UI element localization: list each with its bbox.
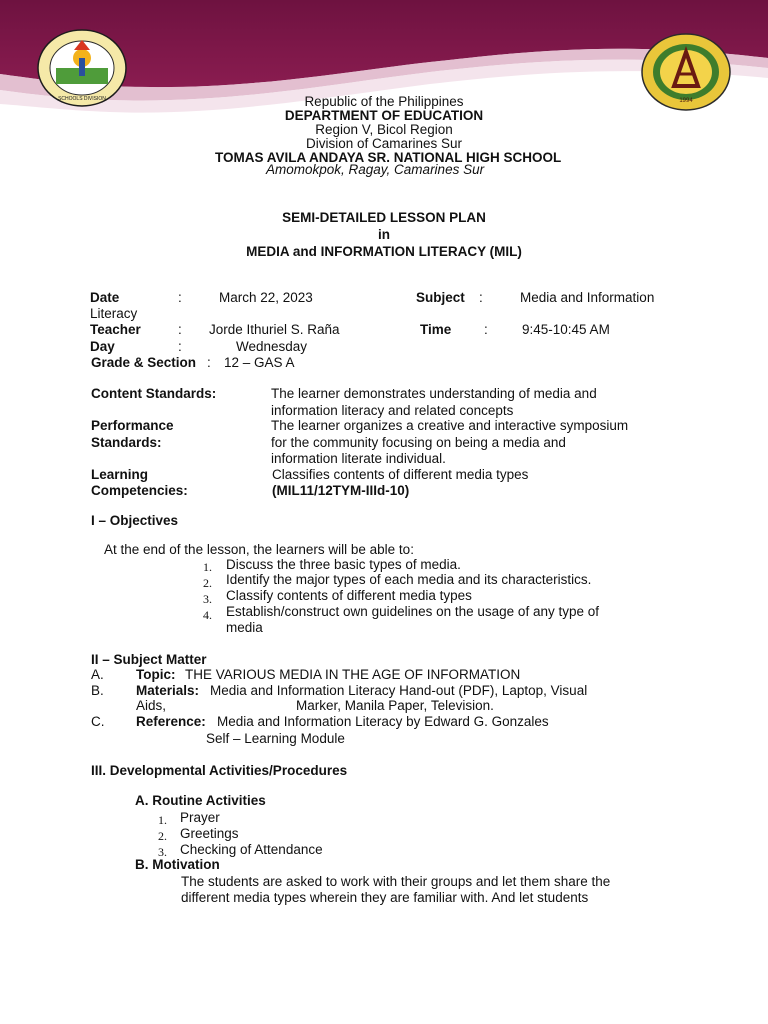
performance-line2: for the community focusing on being a media and <box>271 435 566 450</box>
content-standards-label: Content Standards: <box>91 386 217 401</box>
routine-heading: A. Routine Activities <box>135 793 266 808</box>
day-label: Day <box>90 339 115 354</box>
lesson-plan-title: SEMI-DETAILED LESSON PLAN <box>282 210 486 225</box>
performance-label-1: Performance <box>91 418 174 433</box>
division-line: Division of Camarines Sur <box>305 136 463 151</box>
materials-cont-1: Aids, <box>136 698 167 713</box>
content-standards-line1: The learner demonstrates understanding of media and <box>271 386 597 401</box>
reference-cont: Self – Learning Module <box>206 731 345 746</box>
objective-num: 3. <box>203 592 212 606</box>
school-address: Amomokpok, Ragay, Camarines Sur <box>266 162 485 177</box>
title-in: in <box>378 227 390 242</box>
school-name: TOMAS AVILA ANDAYA SR. NATIONAL HIGH SCHOOL <box>215 150 562 165</box>
time-label: Time <box>420 322 452 337</box>
date-colon: : <box>178 290 182 305</box>
competencies-line1: Classifies contents of different media types <box>272 467 529 482</box>
competencies-label-2: Competencies: <box>91 483 188 498</box>
objective-item: Establish/construct own guidelines on the usage of any type of <box>226 604 599 619</box>
routine-num: 1. <box>158 813 167 827</box>
materials-cont-2: Marker, Manila Paper, Television. <box>296 698 494 713</box>
date-label: Date <box>90 290 120 305</box>
materials-value: Media and Information Literacy Hand-out (PDF), Laptop, Visual <box>210 683 588 698</box>
grade-value: 12 – GAS A <box>224 355 295 370</box>
subject-matter-heading: II – Subject Matter <box>91 652 207 667</box>
performance-line1: The learner organizes a creative and interactive symposium <box>271 418 629 433</box>
subject-label: Subject <box>416 290 465 305</box>
region-line: Region V, Bicol Region <box>315 122 453 137</box>
topic-value: THE VARIOUS MEDIA IN THE AGE OF INFORMATION <box>185 667 521 682</box>
routine-num: 3. <box>158 845 167 859</box>
motivation-line1: The students are asked to work with their groups and let them share the <box>181 874 611 889</box>
performance-label-2: Standards: <box>91 435 162 450</box>
competencies-label-1: Learning <box>91 467 149 482</box>
motivation-line2: different media types wherein they are familiar with. And let students <box>181 890 589 905</box>
routine-item: Checking of Attendance <box>180 842 323 857</box>
routine-item: Prayer <box>180 810 220 825</box>
teacher-colon: : <box>178 322 182 337</box>
objectives-heading: I – Objectives <box>91 513 179 528</box>
procedures-heading: III. Developmental Activities/Procedures <box>91 763 348 778</box>
department-line: DEPARTMENT OF EDUCATION <box>284 108 484 123</box>
topic-label: Topic: <box>136 667 176 682</box>
objective-num: 2. <box>203 576 212 590</box>
subject-value-cont: Literacy <box>90 306 138 321</box>
grade-colon: : <box>207 355 211 370</box>
date-value: March 22, 2023 <box>219 290 313 305</box>
republic-line: Republic of the Philippines <box>304 94 464 109</box>
reference-label: Reference: <box>136 714 206 729</box>
performance-line3: information literate individual. <box>271 451 446 466</box>
objectives-intro: At the end of the lesson, the learners will be able to: <box>104 542 414 557</box>
division-seal-text: SCHOOLS DIVISION <box>58 96 106 102</box>
subject-title: MEDIA and INFORMATION LITERACY (MIL) <box>246 244 522 259</box>
objective-item: Discuss the three basic types of media. <box>226 557 461 572</box>
grade-label: Grade & Section <box>91 355 197 370</box>
motivation-heading: B. Motivation <box>135 857 220 872</box>
teacher-value: Jorde Ithuriel S. Raña <box>209 322 340 337</box>
reference-value: Media and Information Literacy by Edward G. Gonzales <box>217 714 549 729</box>
school-seal-year: 1994 <box>679 98 693 104</box>
materials-label: Materials: <box>136 683 200 698</box>
objective-item-cont: media <box>226 620 263 635</box>
item-letter-b: B. <box>91 683 104 698</box>
competencies-code: (MIL11/12TYM-IIId-10) <box>272 483 410 498</box>
content-standards-line2: information literacy and related concepts <box>271 403 514 418</box>
objective-item: Identify the major types of each media and its characteristics. <box>226 572 592 587</box>
time-value: 9:45-10:45 AM <box>522 322 610 337</box>
routine-num: 2. <box>158 829 167 843</box>
teacher-label: Teacher <box>90 322 141 337</box>
time-colon: : <box>484 322 488 337</box>
objective-num: 4. <box>203 608 212 622</box>
subject-colon: : <box>479 290 483 305</box>
subject-value: Media and Information <box>520 290 655 305</box>
day-value: Wednesday <box>236 339 308 354</box>
day-colon: : <box>178 339 182 354</box>
routine-item: Greetings <box>180 826 239 841</box>
objective-item: Classify contents of different media types <box>226 588 472 603</box>
objective-num: 1. <box>203 560 212 574</box>
item-letter-a: A. <box>91 667 104 682</box>
item-letter-c: C. <box>91 714 105 729</box>
